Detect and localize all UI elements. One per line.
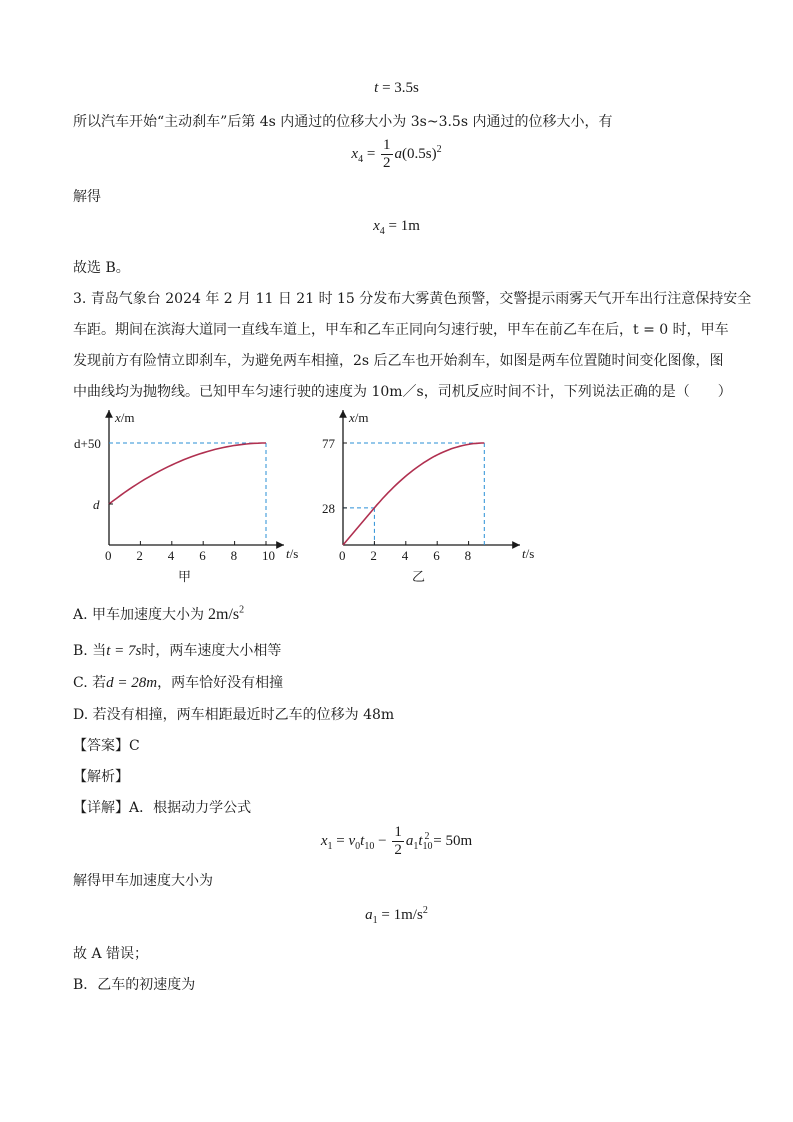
text-line: 解得甲车加速度大小为: [73, 873, 213, 889]
xtick-label: 0: [105, 548, 112, 563]
graph-caption-jia: 甲: [178, 570, 192, 585]
text-line: B．乙车的初速度为: [73, 977, 196, 993]
text-line: 解得: [73, 189, 101, 205]
xtick-label: 4: [167, 548, 175, 563]
option-b: B. 当t = 7s时，两车速度大小相等: [73, 643, 282, 659]
question-line-2: 车距。期间在滨海大道同一直线车道上，甲车和乙车正同向匀速行驶，甲车在前乙车在后，t = 0 时，甲车: [73, 322, 729, 338]
xtick-label: 10: [262, 548, 275, 563]
equation-a1: $a_1 = 1m/s^2$: [365, 905, 428, 926]
y-axis-label: x/m: [349, 410, 369, 425]
position-time-graphs: [60, 405, 560, 590]
ytick-label-d: d: [93, 497, 100, 512]
xtick-label: 6: [199, 548, 206, 563]
text-line: 所以汽车开始“主动刹车”后第 4s 内通过的位移大小为 3s~3.5s 内通过的位移大小，有: [73, 114, 613, 130]
xtick-label: 4: [401, 548, 409, 563]
equation-x1: $x_1 = v_0t_{10}$ − $\frac{1}{2}$ $a_1t_{10}^2 = 50m$: [320, 824, 473, 858]
xtick-label: 2: [136, 548, 143, 563]
ytick-label-d50: d+50: [74, 436, 101, 451]
equation-x4: $x_4$ = $\frac{1}{2}$ $a(0.5s)^2$: [351, 137, 442, 171]
xtick-label: 0: [339, 548, 346, 563]
detail-heading: 【详解】A．根据动力学公式: [73, 800, 252, 816]
xtick-label: 8: [230, 548, 238, 563]
option-a: A. 甲车加速度大小为 $2m/s^2$: [73, 604, 245, 623]
ytick-label: 28: [322, 500, 335, 516]
text-line: 故选 B。: [73, 260, 130, 276]
answer: 【答案】C: [73, 738, 140, 754]
question-line-4: 中曲线均为抛物线。已知甲车匀速行驶的速度为 10m／s，司机反应时间不计，下列说法正确的是（ ）: [73, 384, 732, 400]
curve-yi: [343, 443, 484, 545]
option-c: C. 若d = 28m，两车恰好没有相撞: [73, 675, 284, 691]
graph-yi: [322, 410, 534, 585]
xtick-label: 8: [464, 548, 472, 563]
question-line-3: 发现前方有险情立即刹车，为避免两车相撞，2s 后乙车也开始刹车，如图是两车位置随时间变化图像，图: [73, 353, 724, 369]
x-axis-label: t/s: [286, 546, 299, 561]
curve-jia: [109, 443, 266, 504]
graph-jia: [74, 410, 298, 585]
xtick-label: 2: [370, 548, 377, 563]
equation-x4-result: $x_4 = 1m$: [373, 218, 420, 237]
analysis-heading: 【解析】: [73, 769, 129, 785]
xtick-label: 6: [433, 548, 440, 563]
option-d: D. 若没有相撞，两车相距最近时乙车的位移为 48m: [73, 707, 395, 723]
graph-caption-yi: 乙: [412, 570, 426, 585]
equation-t: t = 3.5s: [374, 80, 419, 96]
x-axis-label: t/s: [522, 546, 535, 561]
question-line-1: 3. 青岛气象台 2024 年 2 月 11 日 21 时 15 分发布大雾黄色预警，交警提示雨雾天气开车出行注意保持安全: [73, 291, 752, 307]
ytick-label: 77: [322, 436, 335, 451]
y-axis-label: x/m: [115, 410, 135, 425]
text-line: 故 A 错误；: [73, 946, 149, 962]
